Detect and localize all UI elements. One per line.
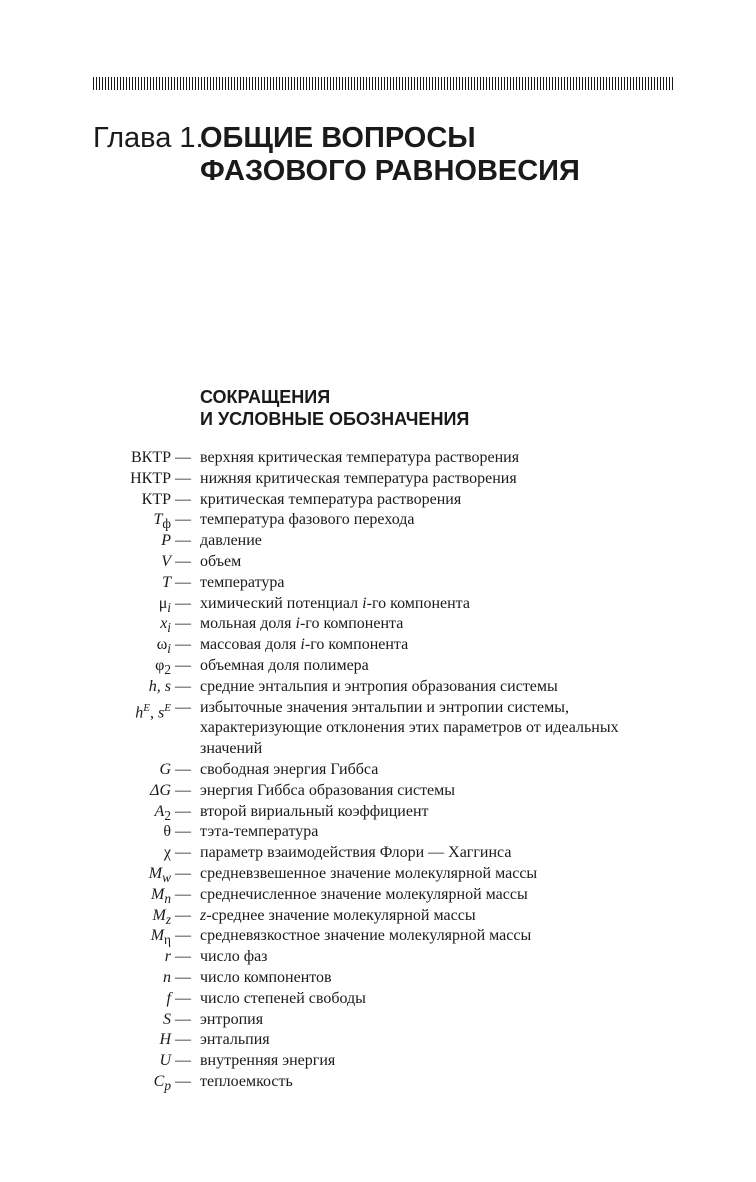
abbr-row — [0, 490, 756, 511]
abbr-row — [0, 968, 756, 989]
chapter-heading — [93, 122, 693, 187]
definition-text: химический потенциал — [200, 594, 363, 612]
dash: — — [175, 906, 191, 924]
definition-text: мольная доля — [200, 615, 296, 633]
abbr-row — [0, 843, 756, 864]
definition-text: -го компонента — [304, 636, 409, 654]
abbr-definition — [200, 614, 680, 635]
dash: — — [175, 449, 191, 466]
abbr-row — [0, 510, 756, 531]
abbr-row — [0, 926, 756, 947]
abbr-row — [0, 656, 756, 677]
abbr-row — [0, 1030, 756, 1051]
abbr-definition: нижняя критическая температура растворения — [200, 469, 517, 487]
abbr-definition: верхняя критическая температура растворения — [200, 449, 520, 466]
term-symbol: x — [160, 615, 168, 633]
abbr-definition: энергия Гиббса образования системы — [200, 781, 456, 799]
term-subscript: 2 — [164, 807, 171, 823]
abbr-term: U — [159, 1052, 171, 1070]
chapter-title-line-1: ОБЩИЕ ВОПРОСЫ — [200, 122, 476, 154]
term-symbol: h — [135, 703, 144, 721]
abbr-term: h, s — [148, 677, 171, 695]
abbr-term: H — [159, 1031, 171, 1049]
dash: — — [175, 656, 191, 674]
abbr-definition: параметр взаимодействия Флори — Хаггинса — [200, 844, 512, 862]
abbr-term: T — [162, 573, 171, 591]
dash: — — [175, 802, 191, 820]
dash: — — [175, 760, 191, 778]
dash: — — [175, 490, 191, 508]
dash: — — [175, 469, 191, 487]
dash: — — [175, 532, 191, 550]
abbreviation-list — [0, 448, 756, 1093]
definition-italic: i — [300, 636, 305, 654]
abbr-row — [0, 594, 756, 615]
term-symbol: M — [152, 906, 166, 924]
dash: — — [175, 844, 191, 862]
dash: — — [175, 885, 191, 903]
abbr-row — [0, 947, 756, 968]
term-symbol: T — [153, 511, 163, 529]
term-subscript: i — [167, 620, 171, 636]
abbr-definition — [200, 635, 680, 656]
abbr-row — [0, 1072, 756, 1093]
dash: — — [175, 989, 191, 1007]
abbr-term — [154, 1072, 171, 1097]
term-subscript: η — [164, 932, 171, 948]
abbr-row — [0, 864, 756, 885]
term-subscript: p — [164, 1078, 171, 1094]
chapter-title — [200, 122, 580, 188]
chapter-title-line-2: ФАЗОВОГО РАВНОВЕСИЯ — [200, 155, 580, 187]
abbr-definition — [200, 594, 680, 615]
abbr-row — [0, 677, 756, 698]
abbr-row — [0, 760, 756, 781]
dash: — — [175, 1052, 191, 1070]
abbr-row — [0, 552, 756, 573]
term-subscript: n — [164, 890, 171, 906]
abbr-term: КТР — [141, 490, 171, 508]
dash: — — [175, 511, 191, 529]
term-symbol: A — [154, 802, 165, 820]
abbr-definition — [200, 906, 680, 927]
term-symbol: μ — [158, 594, 168, 612]
abbr-row — [0, 989, 756, 1010]
abbr-term: P — [161, 532, 171, 550]
term-subscript: w — [162, 870, 171, 886]
abbr-definition: давление — [200, 532, 262, 550]
abbr-row — [0, 802, 756, 823]
abbr-definition: энтальпия — [200, 1031, 270, 1049]
abbr-definition: теплоемкость — [200, 1072, 293, 1090]
term-symbol: s — [158, 703, 165, 721]
term-subscript: z — [165, 911, 171, 927]
abbr-definition: число фаз — [200, 948, 268, 966]
term-symbol: φ — [155, 656, 165, 674]
abbr-definition: температура фазового перехода — [200, 511, 415, 529]
abbr-row — [0, 906, 756, 927]
dash: — — [175, 636, 191, 654]
abbr-term: r — [164, 948, 171, 966]
dash: — — [175, 968, 191, 986]
abbr-definition: средневзвешенное значение молекулярной массы — [200, 864, 538, 882]
definition-text: -го компонента — [299, 615, 404, 633]
section-heading — [200, 386, 469, 430]
dash: — — [175, 1031, 191, 1049]
abbr-definition: второй вириальный коэффициент — [200, 802, 429, 820]
dash: — — [175, 927, 191, 945]
dash: — — [175, 948, 191, 966]
definition-italic: i — [295, 615, 300, 633]
term-separator: , — [150, 703, 159, 721]
section-heading-line-1: СОКРАЩЕНИЯ — [200, 387, 331, 407]
term-superscript: E — [164, 701, 171, 714]
dash: — — [175, 698, 191, 716]
dash: — — [175, 552, 191, 570]
abbr-term: f — [166, 989, 171, 1007]
abbr-definition: внутренняя энергия — [200, 1052, 336, 1070]
abbr-term: S — [163, 1010, 171, 1028]
abbr-definition: объемная доля полимера — [200, 656, 369, 674]
abbr-row — [0, 531, 756, 552]
dash: — — [175, 781, 191, 799]
abbr-definition: тэта-температура — [200, 823, 319, 841]
abbr-definition: число компонентов — [200, 968, 332, 986]
abbr-term: V — [161, 552, 171, 570]
abbr-term: ΔG — [150, 781, 171, 799]
abbr-term: θ — [163, 823, 171, 841]
term-symbol: M — [150, 927, 165, 945]
abbr-definition: температура — [200, 573, 285, 591]
definition-text: массовая доля — [200, 636, 301, 654]
term-superscript: E — [143, 701, 151, 714]
dash: — — [175, 615, 191, 633]
abbr-definition: избыточные значения энтальпии и энтропии системы, характеризующие отклонения этих параметров от идеальных значений — [200, 698, 619, 758]
abbr-term: ВКТР — [130, 449, 171, 466]
dash: — — [175, 677, 191, 695]
dash: — — [175, 1010, 191, 1028]
abbr-row — [0, 885, 756, 906]
abbr-row — [0, 469, 756, 490]
abbr-row — [0, 1010, 756, 1031]
definition-text: -среднее значение молекулярной массы — [206, 906, 476, 924]
abbr-row — [0, 1051, 756, 1072]
dash: — — [175, 864, 191, 882]
term-subscript: i — [167, 641, 171, 657]
term-subscript: ф — [162, 516, 171, 532]
abbr-definition: средневязкостное значение молекулярной массы — [200, 927, 532, 945]
abbr-term: χ — [163, 844, 171, 862]
dash: — — [175, 573, 191, 591]
definition-italic: i — [362, 594, 367, 612]
abbr-definition: средние энтальпия и энтропия образования системы — [200, 677, 558, 695]
term-symbol: ω — [156, 636, 168, 654]
term-subscript: 2 — [164, 662, 171, 678]
abbr-definition: критическая температура растворения — [200, 490, 462, 508]
term-symbol: C — [153, 1072, 165, 1090]
abbr-row — [0, 635, 756, 656]
definition-italic: z — [200, 906, 207, 924]
abbr-definition: число степеней свободы — [200, 989, 366, 1007]
abbr-term: n — [163, 968, 171, 986]
abbr-term: G — [159, 760, 171, 778]
dash: — — [175, 594, 191, 612]
definition-text: -го компонента — [366, 594, 470, 612]
dash: — — [175, 1072, 191, 1090]
header-rule — [93, 77, 675, 90]
term-symbol: M — [148, 864, 163, 882]
abbr-row — [0, 822, 756, 843]
chapter-label: Глава 1. — [93, 122, 204, 154]
abbr-row — [0, 573, 756, 594]
abbr-term — [135, 698, 171, 724]
abbr-row — [0, 781, 756, 802]
abbr-row — [0, 698, 756, 760]
section-heading-line-2: И УСЛОВНЫЕ ОБОЗНАЧЕНИЯ — [200, 409, 470, 429]
dash: — — [175, 823, 191, 841]
abbr-definition: среднечисленное значение молекулярной массы — [200, 885, 528, 903]
term-subscript: i — [167, 599, 171, 615]
term-symbol: M — [151, 885, 165, 903]
abbr-definition: энтропия — [200, 1010, 264, 1028]
abbr-term: НКТР — [130, 469, 171, 487]
abbr-row — [0, 448, 756, 469]
abbr-definition: объем — [200, 552, 242, 570]
abbr-row — [0, 614, 756, 635]
abbr-definition: свободная энергия Гиббса — [200, 760, 379, 778]
